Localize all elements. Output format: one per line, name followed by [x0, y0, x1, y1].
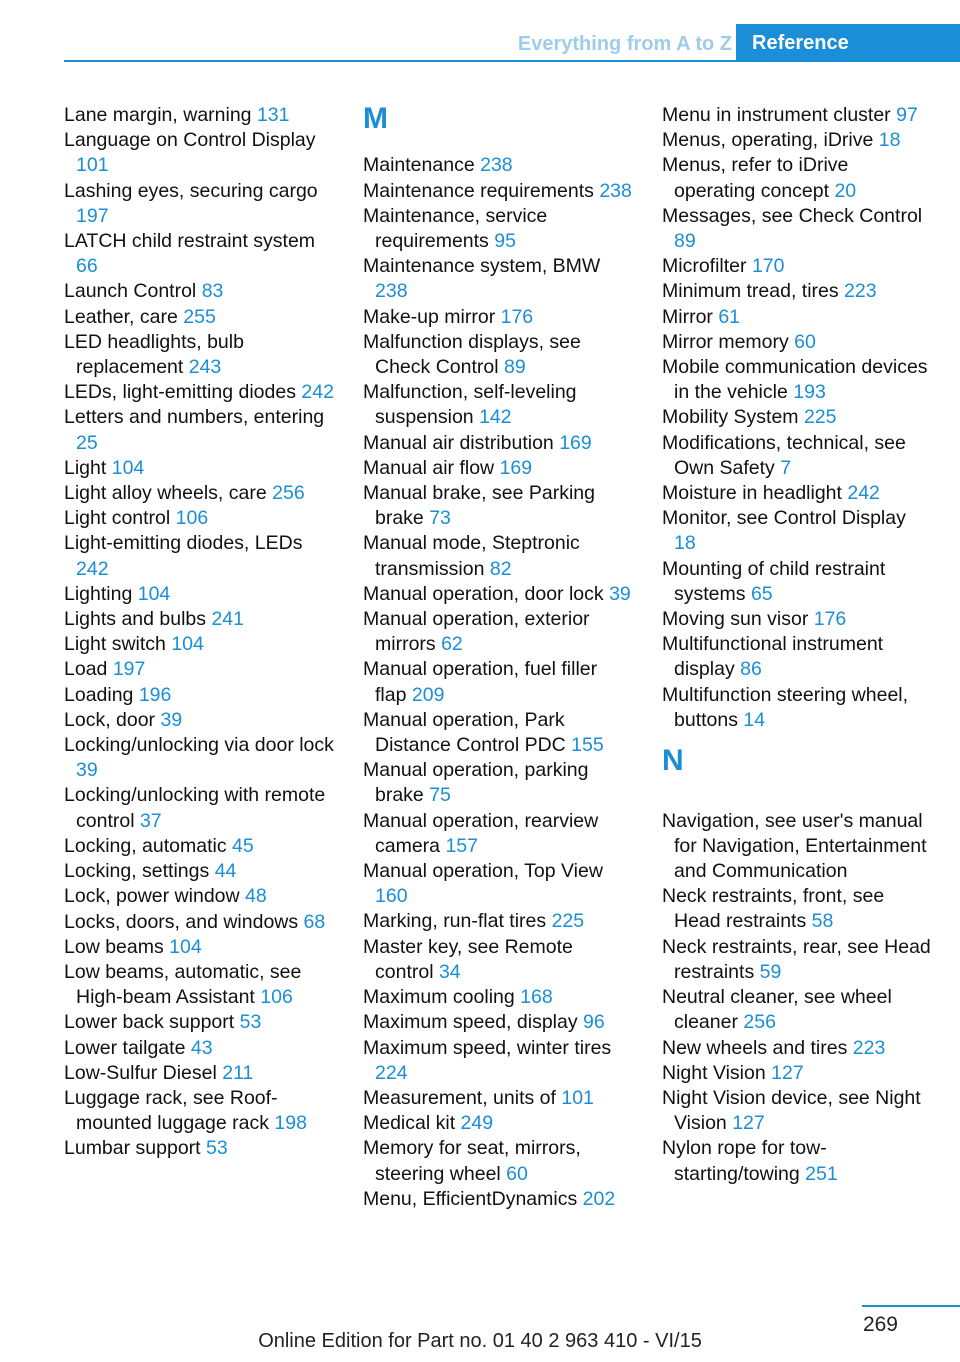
page-link[interactable]: 39	[609, 582, 631, 605]
index-entry	[363, 179, 633, 204]
entry-term: Memory for seat, mirrors, steering wheel	[363, 1137, 581, 1185]
index-entry	[64, 1061, 334, 1086]
page-link[interactable]: 197	[76, 204, 109, 227]
entry-term: Locking, settings	[64, 860, 210, 883]
page-link[interactable]: 202	[582, 1187, 616, 1210]
page-link[interactable]: 223	[852, 1036, 886, 1059]
entry-term: Light switch	[64, 633, 166, 656]
index-entry	[662, 305, 932, 330]
index-entry	[363, 456, 633, 481]
index-entry	[662, 330, 932, 355]
index-entry	[662, 355, 932, 405]
entry-term: Moisture in headlight	[662, 482, 842, 505]
page-link[interactable]: 238	[599, 179, 632, 202]
entry-term: Neck restraints, rear, see Head restraints	[662, 935, 931, 983]
index-entry	[64, 733, 334, 783]
entry-term: Malfunction displays, see Check Control	[363, 330, 581, 379]
index-entry	[363, 582, 633, 607]
entry-term: Manual air flow	[363, 456, 495, 479]
entry-term: Manual operation, parking brake	[363, 759, 589, 807]
entry-term: Microfilter	[662, 255, 747, 278]
page-link[interactable]: 66	[76, 255, 98, 278]
page-link[interactable]: 43	[190, 1036, 213, 1059]
index-entry	[64, 607, 334, 632]
index-entry	[662, 279, 932, 304]
section-title: Everything from A to Z	[517, 33, 732, 55]
entry-term: Lock, power window	[64, 885, 240, 908]
page-link[interactable]: 44	[214, 860, 237, 883]
entry-term: Measurement, units of	[363, 1086, 556, 1109]
index-entry	[363, 330, 633, 380]
page-link[interactable]: 243	[188, 356, 222, 379]
index-entry	[662, 809, 932, 885]
page-link[interactable]: 256	[743, 1011, 776, 1034]
page-link[interactable]: 96	[583, 1011, 605, 1034]
page-link[interactable]: 104	[171, 633, 204, 656]
page-link[interactable]: 45	[232, 834, 254, 857]
index-entry	[64, 657, 334, 682]
page-link[interactable]: 223	[844, 280, 877, 303]
index-entry	[64, 1036, 334, 1061]
entry-term: New wheels and tires	[662, 1036, 848, 1059]
entry-term: Manual operation, exterior mirrors	[363, 608, 590, 656]
page-number: 269	[862, 1313, 898, 1336]
entry-term: Maintenance system, BMW	[363, 255, 601, 278]
index-entry	[662, 1036, 932, 1061]
index-entry	[64, 582, 334, 607]
page-link[interactable]: 73	[429, 507, 451, 530]
footer-rule	[862, 1305, 960, 1307]
page-link[interactable]: 95	[494, 230, 516, 252]
page-link[interactable]: 249	[460, 1112, 494, 1135]
entry-term: Maintenance	[363, 154, 475, 177]
index-entry	[64, 481, 334, 506]
index-entry	[363, 985, 633, 1010]
entry-term: Lower back support	[64, 1011, 235, 1034]
index-entry	[363, 380, 633, 430]
page-link[interactable]: 106	[175, 507, 209, 530]
entry-term: Lashing eyes, securing cargo	[64, 179, 318, 202]
page-link[interactable]: 59	[759, 960, 782, 983]
entry-term: Night Vision	[662, 1061, 766, 1084]
index-entry	[662, 431, 932, 481]
index-entry	[662, 204, 932, 254]
entry-term: Locking, automatic	[64, 834, 227, 857]
index-entry	[662, 557, 932, 607]
page-link[interactable]: 34	[438, 960, 461, 983]
page-link[interactable]: 211	[222, 1061, 254, 1084]
entry-term: Lights and bulbs	[64, 608, 207, 631]
entry-term: Loading	[64, 683, 134, 706]
index-entry	[64, 531, 334, 581]
page-link[interactable]: 101	[561, 1086, 594, 1109]
entry-term: Nylon rope for tow-starting/towing	[662, 1137, 827, 1185]
index-entry	[64, 405, 334, 455]
page-link[interactable]: 131	[256, 104, 290, 126]
entry-term: Multifunctional instrument display	[662, 633, 884, 681]
page-link[interactable]: 97	[896, 104, 918, 126]
page-link[interactable]: 127	[732, 1112, 765, 1135]
page-link[interactable]: 224	[375, 1061, 408, 1084]
index-entry	[64, 330, 334, 380]
page-link[interactable]: 14	[743, 708, 766, 731]
entry-term: Luggage rack, see Roof-mounted luggage rack	[64, 1086, 278, 1135]
entry-term: Messages, see Check Control	[662, 204, 923, 227]
index-column-3	[662, 103, 932, 1187]
entry-term: Letters and numbers, entering	[64, 406, 325, 429]
index-entry	[363, 204, 633, 254]
page-link[interactable]: 155	[571, 734, 604, 757]
index-entry	[363, 153, 633, 178]
entry-term: Neck restraints, front, see Head restraints	[662, 885, 885, 933]
index-entry	[662, 103, 932, 128]
index-entry	[363, 758, 633, 808]
page-link[interactable]: 61	[718, 305, 741, 328]
entry-term: Maximum speed, winter tires	[363, 1036, 612, 1059]
entry-term: Light alloy wheels, care	[64, 482, 267, 505]
entry-term: Mirror	[662, 305, 713, 328]
entry-term: Minimum tread, tires	[662, 280, 839, 303]
entry-term: Manual operation, door lock	[363, 582, 604, 605]
entry-term: Maximum cooling	[363, 986, 515, 1009]
page-link[interactable]: 53	[239, 1011, 262, 1034]
index-entry	[64, 910, 334, 935]
entry-term: Leather, care	[64, 305, 178, 328]
index-entry	[64, 960, 334, 1010]
entry-term: Make-up mirror	[363, 305, 496, 328]
index-entry	[363, 1187, 633, 1212]
page-link[interactable]: 169	[499, 456, 533, 479]
index-column-2	[363, 103, 633, 1212]
index-entry	[64, 103, 334, 128]
index-entry	[64, 305, 334, 330]
entry-term: Mounting of child restraint systems	[662, 557, 886, 605]
entry-term: Moving sun visor	[662, 608, 809, 631]
entry-term: Lumbar support	[64, 1137, 201, 1160]
page-link[interactable]: 65	[750, 582, 773, 605]
index-entry	[662, 254, 932, 279]
page-link[interactable]: 18	[674, 532, 696, 555]
index-entry	[363, 909, 633, 934]
index-entry	[662, 935, 932, 985]
entry-term: Night Vision device, see Night Vision	[662, 1086, 921, 1135]
index-entry	[64, 783, 334, 833]
index-entry	[64, 884, 334, 909]
index-entry	[363, 1010, 633, 1035]
index-entry	[662, 607, 932, 632]
page-link[interactable]: 251	[805, 1162, 838, 1185]
index-entry	[363, 1111, 633, 1136]
page-link[interactable]: 82	[489, 557, 512, 580]
index-entry	[64, 279, 334, 304]
page-link[interactable]: 39	[76, 759, 98, 782]
index-entry	[64, 380, 334, 405]
entry-term: Monitor, see Control Display	[662, 507, 906, 530]
page-link[interactable]: 209	[411, 683, 445, 706]
page-link[interactable]: 89	[674, 230, 696, 253]
index-entry	[64, 859, 334, 884]
index-entry	[363, 708, 633, 758]
index-entry	[363, 481, 633, 531]
entry-term: LATCH child restraint system	[64, 230, 316, 253]
page-link[interactable]: 68	[303, 910, 326, 933]
index-entry	[662, 1086, 932, 1136]
entry-term: Locking/unlocking with remote control	[64, 784, 326, 832]
entry-term: Malfunction, self-leveling suspension	[363, 381, 577, 429]
entry-term: Light-emitting diodes, LEDs	[64, 532, 303, 555]
entry-term: Manual air distribution	[363, 431, 554, 454]
entry-term: Mobile communication devices in the vehicle	[662, 356, 928, 404]
page-link[interactable]: 193	[793, 381, 826, 404]
page-link[interactable]: 160	[375, 885, 408, 908]
page-link[interactable]: 48	[245, 885, 267, 908]
page-link[interactable]: 83	[201, 280, 224, 303]
entry-term: Multifunction steering wheel, buttons	[662, 683, 909, 731]
index-entry	[64, 1086, 334, 1136]
index-entry	[64, 683, 334, 708]
page-link[interactable]: 60	[506, 1162, 528, 1185]
entry-term: Manual brake, see Parking brake	[363, 482, 595, 530]
index-entry	[662, 1136, 932, 1186]
page-link[interactable]: 197	[112, 658, 146, 681]
entry-term: Master key, see Remote control	[363, 935, 573, 983]
page-link[interactable]: 256	[272, 482, 305, 505]
page-link[interactable]: 37	[139, 809, 162, 832]
index-entry	[64, 708, 334, 733]
index-entry	[64, 1136, 334, 1161]
page-link[interactable]: 39	[160, 708, 183, 731]
entry-term: Manual operation, Park Distance Control PDC	[363, 708, 566, 757]
page-link[interactable]: 106	[260, 986, 293, 1009]
index-entry	[64, 506, 334, 531]
entry-term: Lock, door	[64, 708, 156, 731]
entry-term: Maximum speed, display	[363, 1011, 578, 1034]
entry-term: Low-Sulfur Diesel	[64, 1061, 217, 1084]
index-entry	[662, 884, 932, 934]
index-entry	[662, 683, 932, 733]
entry-term: Manual mode, Steptronic transmission	[363, 532, 580, 580]
entry-term: Locking/unlocking via door lock	[64, 734, 334, 757]
reference-tab: Reference	[736, 24, 960, 60]
page-link[interactable]: 20	[834, 179, 857, 202]
page-link[interactable]: 170	[751, 255, 785, 278]
entry-term: Navigation, see user's manual for Navigation, Entertainment and Communication	[662, 809, 927, 883]
index-entry	[662, 1061, 932, 1086]
page-link[interactable]: 242	[847, 482, 880, 505]
section-letter: N	[662, 744, 684, 778]
page-link[interactable]: 60	[794, 330, 816, 353]
entry-term: LED headlights, bulb replacement	[64, 330, 244, 379]
entry-term: Maintenance, service requirements	[363, 204, 548, 252]
page-link[interactable]: 255	[183, 305, 216, 328]
index-entry	[363, 305, 633, 330]
entry-term: Menus, operating, iDrive	[662, 129, 874, 152]
page-link[interactable]: 104	[111, 456, 145, 479]
entry-term: Marking, run-flat tires	[363, 910, 547, 933]
index-entry	[662, 632, 932, 682]
index-column-1	[64, 103, 334, 1162]
page-link[interactable]: 101	[76, 154, 109, 177]
index-entry	[363, 1136, 633, 1186]
entry-term: Light control	[64, 507, 171, 530]
page-link[interactable]: 89	[503, 356, 526, 379]
page-link[interactable]: 127	[771, 1061, 804, 1084]
index-entry	[662, 128, 932, 153]
index-entry	[64, 935, 334, 960]
page-link[interactable]: 176	[813, 608, 847, 631]
page-link[interactable]: 169	[559, 431, 592, 454]
page-link[interactable]: 242	[76, 557, 109, 580]
index-entry	[363, 1036, 633, 1086]
page-link[interactable]: 86	[740, 658, 762, 681]
entry-term: Light	[64, 456, 107, 479]
page-link[interactable]: 58	[811, 910, 834, 933]
page-link[interactable]: 104	[169, 935, 202, 958]
edition-line: Online Edition for Part no. 01 40 2 963 410 - VI/15	[258, 1330, 702, 1352]
index-entry	[64, 229, 334, 279]
page-link[interactable]: 142	[479, 406, 512, 429]
page-link[interactable]: 241	[211, 608, 244, 631]
page-link[interactable]: 25	[76, 431, 98, 454]
entry-term: Locks, doors, and windows	[64, 910, 299, 933]
page-link[interactable]: 176	[500, 305, 534, 328]
page-link[interactable]: 225	[803, 406, 837, 429]
page-link[interactable]: 225	[551, 910, 585, 933]
entry-term: Lower tailgate	[64, 1036, 186, 1059]
index-entry	[662, 506, 932, 556]
page-link[interactable]: 242	[301, 381, 334, 404]
index-entry	[363, 935, 633, 985]
page-link[interactable]: 62	[441, 633, 463, 656]
index-entry	[64, 632, 334, 657]
entry-term: Modifications, technical, see Own Safety	[662, 431, 906, 479]
entry-term: Manual operation, rearview camera	[363, 809, 599, 857]
entry-term: Low beams, automatic, see High-beam Assistant	[64, 960, 302, 1009]
index-entry	[363, 607, 633, 657]
entry-term: Low beams	[64, 935, 164, 958]
entry-term: Manual operation, Top View	[363, 860, 603, 883]
header-rule	[64, 60, 960, 62]
page-link[interactable]: 18	[878, 129, 901, 152]
page-link[interactable]: 196	[138, 683, 172, 706]
entry-term: Medical kit	[363, 1112, 456, 1135]
index-entry	[363, 431, 633, 456]
entry-term: LEDs, light-emitting diodes	[64, 381, 296, 404]
index-entry	[64, 1010, 334, 1035]
page-link[interactable]: 238	[375, 280, 408, 303]
index-entry	[662, 481, 932, 506]
entry-term: Lane margin, warning	[64, 104, 252, 126]
entry-term: Lighting	[64, 582, 133, 605]
index-entry	[64, 456, 334, 481]
entry-term: Mirror memory	[662, 330, 789, 353]
entry-term: Mobility System	[662, 406, 799, 429]
index-entry	[64, 128, 334, 178]
index-entry	[363, 657, 633, 707]
index-entry	[64, 834, 334, 859]
index-entry	[363, 859, 633, 909]
page-link[interactable]: 168	[520, 986, 553, 1009]
page-link[interactable]: 7	[780, 456, 792, 479]
index-entry	[363, 254, 633, 304]
section-letter: M	[363, 102, 388, 135]
page-link[interactable]: 75	[429, 784, 451, 807]
index-entry	[363, 531, 633, 581]
index-entry	[662, 405, 932, 430]
page-link[interactable]: 53	[206, 1137, 228, 1160]
index-entry	[662, 985, 932, 1035]
page-link[interactable]: 157	[445, 834, 478, 857]
entry-term: Manual operation, fuel filler flap	[363, 658, 598, 706]
entry-term: Load	[64, 658, 108, 681]
entry-term: Maintenance requirements	[363, 179, 594, 202]
index-entry	[64, 179, 334, 229]
entry-term: Menu, EfficientDynamics	[363, 1187, 578, 1210]
page-link[interactable]: 238	[480, 154, 513, 177]
page-link[interactable]: 198	[274, 1112, 307, 1135]
index-entry	[363, 1086, 633, 1111]
entry-term: Launch Control	[64, 280, 197, 303]
entry-term: Menus, refer to iDrive operating concept	[662, 154, 849, 202]
entry-term: Neutral cleaner, see wheel cleaner	[662, 986, 892, 1034]
entry-term: Language on Control Display	[64, 129, 316, 152]
page-link[interactable]: 104	[137, 582, 171, 605]
index-entry	[363, 809, 633, 859]
entry-term: Menu in instrument cluster	[662, 104, 891, 126]
index-entry	[662, 153, 932, 203]
